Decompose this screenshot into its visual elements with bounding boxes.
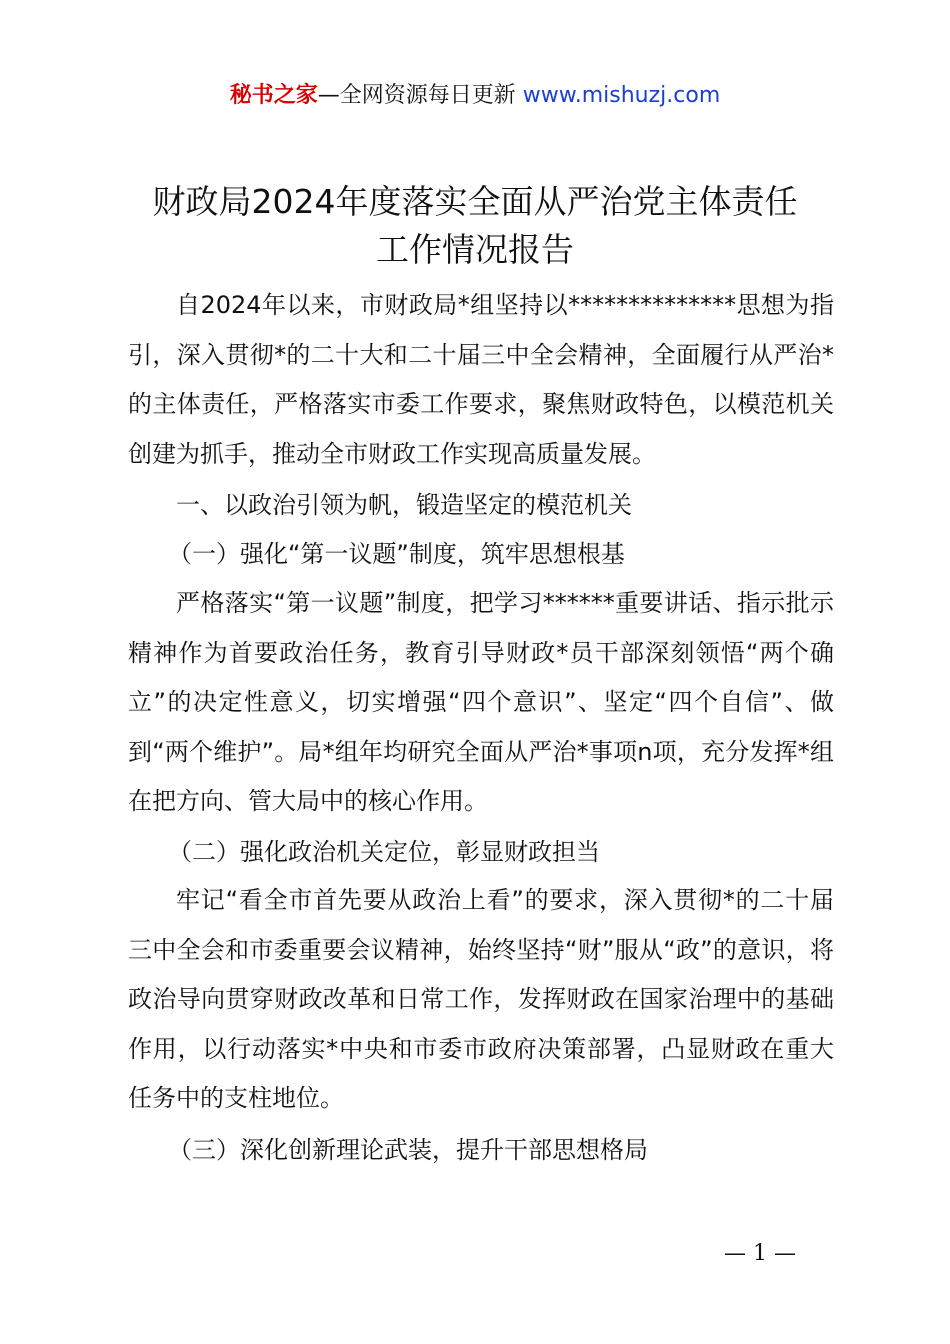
site-header-banner [0,80,950,112]
subsection-3-heading: （三）深化创新理论武装，提升干部思想格局 [168,1136,648,1164]
brand-name: 秘书之家 [229,83,318,108]
site-url-link[interactable]: www.mishuzj.com [522,83,721,108]
document-title [100,178,850,274]
subsection-2-body: 牢记“看全市首先要从政治上看”的要求，深入贯彻*的二十届三中全会和市委重要会议精神，始终坚持“财”服从“政”的意识，将政治导向贯穿财政改革和日常工作，发挥财政在国家治理中的基础作用，以行动落实*中央和市委市政府决策部署，凸显财政在重大任务中的支柱地位。 [128,886,834,1112]
subsection-1-heading: （一）强化“第一议题”制度，筑牢思想根基 [168,540,625,568]
subsection-1-body: 严格落实“第一议题”制度，把学习******重要讲话、指示批示精神作为首要政治任务，教育引导财政*员干部深刻领悟“两个确立”的决定性意义，切实增强“四个意识”、坚定“四个自信”、做到“两个维护”。局*组年均研究全面从严治*事项n项，充分发挥*组在把方向、管大局中的核心作用。 [128,589,834,815]
title-line-2: 工作情况报告 [376,230,574,269]
subsection-2-heading: （二）强化政治机关定位，彰显财政担当 [168,838,600,866]
title-line-1: 财政局2024年度落实全面从严治党主体责任 [152,182,798,221]
page-number: — 1 — [724,1241,796,1266]
section-1-heading: 一、以政治引领为帆，锻造坚定的模范机关 [176,491,632,519]
intro-paragraph: 自2024年以来，市财政局*组坚持以**************思想为指引，深入贯彻*的二十大和二十届三中全会精神，全面履行从严治*的主体责任，严格落实市委工作要求，聚焦财政特色，以模范机关创建为抓手，推动全市财政工作实现高质量发展。 [128,291,834,468]
header-tagline: —全网资源每日更新 [317,83,516,108]
